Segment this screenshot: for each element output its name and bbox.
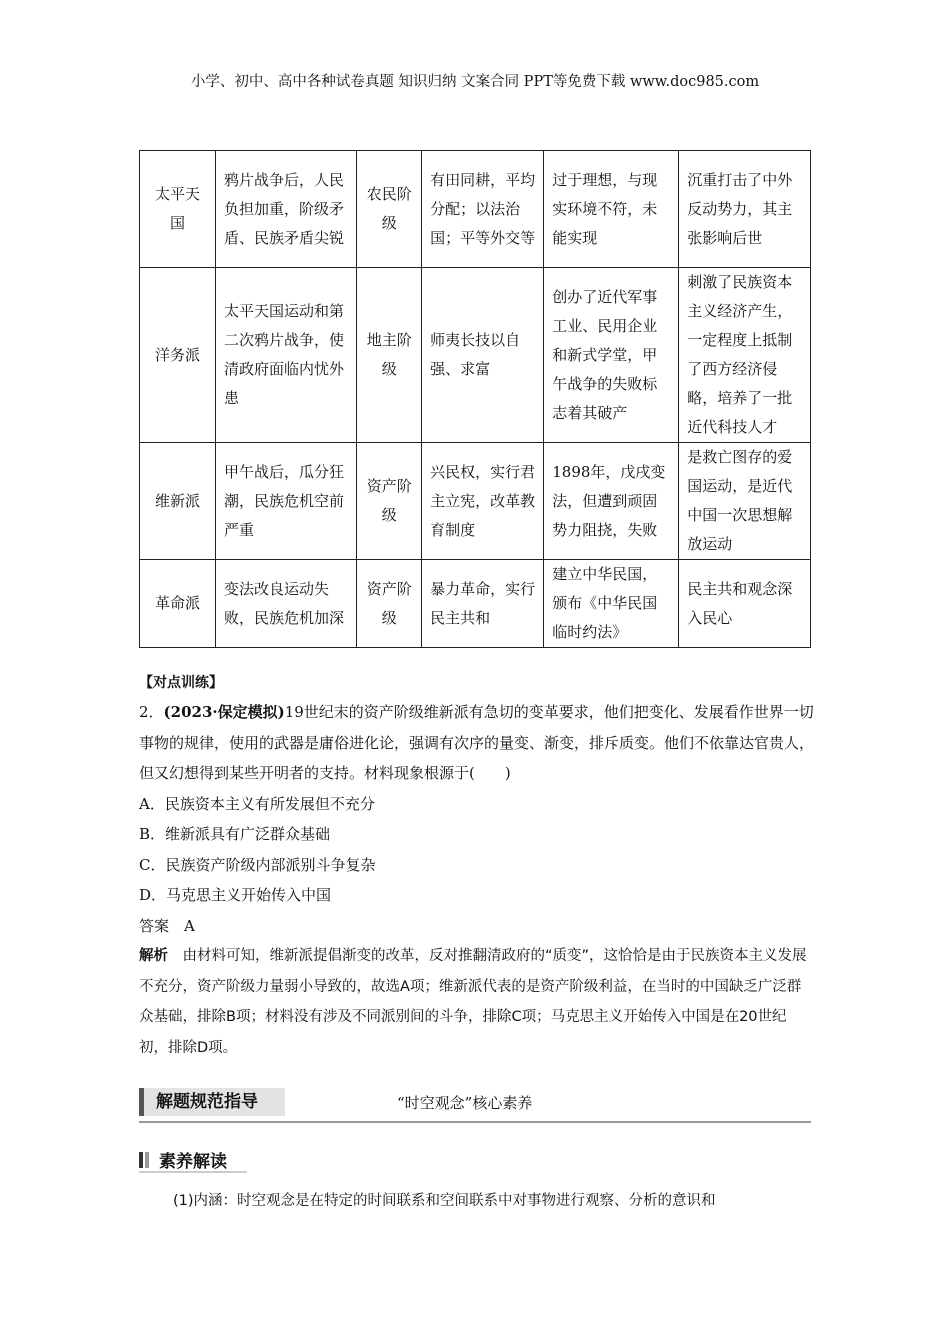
section-title: 解题规范指导	[139, 1088, 285, 1116]
table-cell: 有田同耕，平均分配；以法治国；平等外交等	[422, 151, 544, 268]
answer-label: 答案	[139, 916, 170, 935]
table-row	[140, 443, 811, 560]
analysis-text: 由材料可知，维新派提倡渐变的改革，反对推翻清政府的“质变”，这恰恰是由于民族资本主义发展不充分，资产阶级力量弱小导致的，故选A项；维新派代表的是资产阶级利益，在当时的中国缺乏广泛群众基础，排除B项；材料没有涉及不同派别间的斗争，排除C项；马克思主义开始传入中国是在20世纪初，排除D项。	[139, 948, 807, 1056]
table-cell: 沉重打击了中外反动势力，其主张影响后世	[679, 151, 811, 268]
table-row	[140, 560, 811, 648]
table-cell: 革命派	[140, 560, 216, 648]
table-cell: 维新派	[140, 443, 216, 560]
table-cell: 兴民权，实行君主立宪，改革教育制度	[422, 443, 544, 560]
training-label: 【对点训练】	[139, 675, 223, 691]
option-c: C．民族资产阶级内部派别斗争复杂	[139, 855, 376, 874]
table-cell: 民主共和观念深入民心	[679, 560, 811, 648]
table-cell: 资产阶级	[357, 560, 422, 648]
question	[139, 697, 814, 1063]
table-cell: 是救亡图存的爱国运动，是近代中国一次思想解放运动	[679, 443, 811, 560]
comparison-table	[139, 150, 811, 648]
table-row	[140, 151, 811, 268]
section-subtitle: “时空观念”核心素养	[397, 1094, 533, 1112]
table-cell: 太平天国	[140, 151, 216, 268]
answer-value: A	[184, 916, 195, 935]
answer	[139, 911, 814, 942]
table-cell: 甲午战后，瓜分狂潮，民族危机空前严重	[215, 443, 356, 560]
table-cell: 农民阶级	[357, 151, 422, 268]
option-a: A．民族资本主义有所发展但不充分	[139, 794, 375, 813]
table-cell: 刺激了民族资本主义经济产生，一定程度上抵制了西方经济侵略，培养了一批近代科技人才	[679, 268, 811, 443]
option-b: B．维新派具有广泛群众基础	[139, 825, 331, 843]
table-cell: 师夷长技以自强、求富	[422, 268, 544, 443]
table-cell: 创办了近代军事工业、民用企业和新式学堂，甲午战争的失败标志着其破产	[544, 268, 679, 443]
table-cell: 过于理想，与现实环境不符，未能实现	[544, 151, 679, 268]
analysis	[139, 941, 814, 1063]
table-row	[140, 268, 811, 443]
question-text: 19世纪末的资产阶级维新派有急切的变革要求，他们把变化、发展看作世界一切事物的规律，使用的武器是庸俗进化论，强调有次序的量变、渐变，排斥质变。他们不依靠达官贵人，但又幻想得到某些开明者的支持。材料现象根源于( )	[139, 703, 815, 782]
question-number: 2．	[139, 703, 164, 721]
table-cell: 鸦片战争后，人民负担加重，阶级矛盾、民族矛盾尖锐	[215, 151, 356, 268]
table-cell: 建立中华民国，颁布《中华民国临时约法》	[544, 560, 679, 648]
table-cell: 地主阶级	[357, 268, 422, 443]
page-header: 小学、初中、高中各种试卷真题 知识归纳 文案合同 PPT等免费下载 www.doc985.com	[190, 74, 760, 90]
table-cell: 资产阶级	[357, 443, 422, 560]
question-source: (2023·保定模拟)	[163, 703, 285, 721]
table-cell: 暴力革命，实行民主共和	[422, 560, 544, 648]
table-cell: 洋务派	[140, 268, 216, 443]
analysis-label: 解析	[139, 948, 168, 964]
divider	[139, 1121, 811, 1123]
paragraph-1: (1)内涵：时空观念是在特定的时间联系和空间联系中对事物进行观察、分析的意识和	[173, 1193, 716, 1209]
option-d: D．马克思主义开始传入中国	[139, 886, 332, 904]
table-cell: 1898年，戊戌变法，但遭到顽固势力阻挠，失败	[544, 443, 679, 560]
subsection-title: 素养解读	[139, 1147, 247, 1173]
table-cell: 太平天国运动和第二次鸦片战争，使清政府面临内忧外患	[215, 268, 356, 443]
table-cell: 变法改良运动失败，民族危机加深	[215, 560, 356, 648]
